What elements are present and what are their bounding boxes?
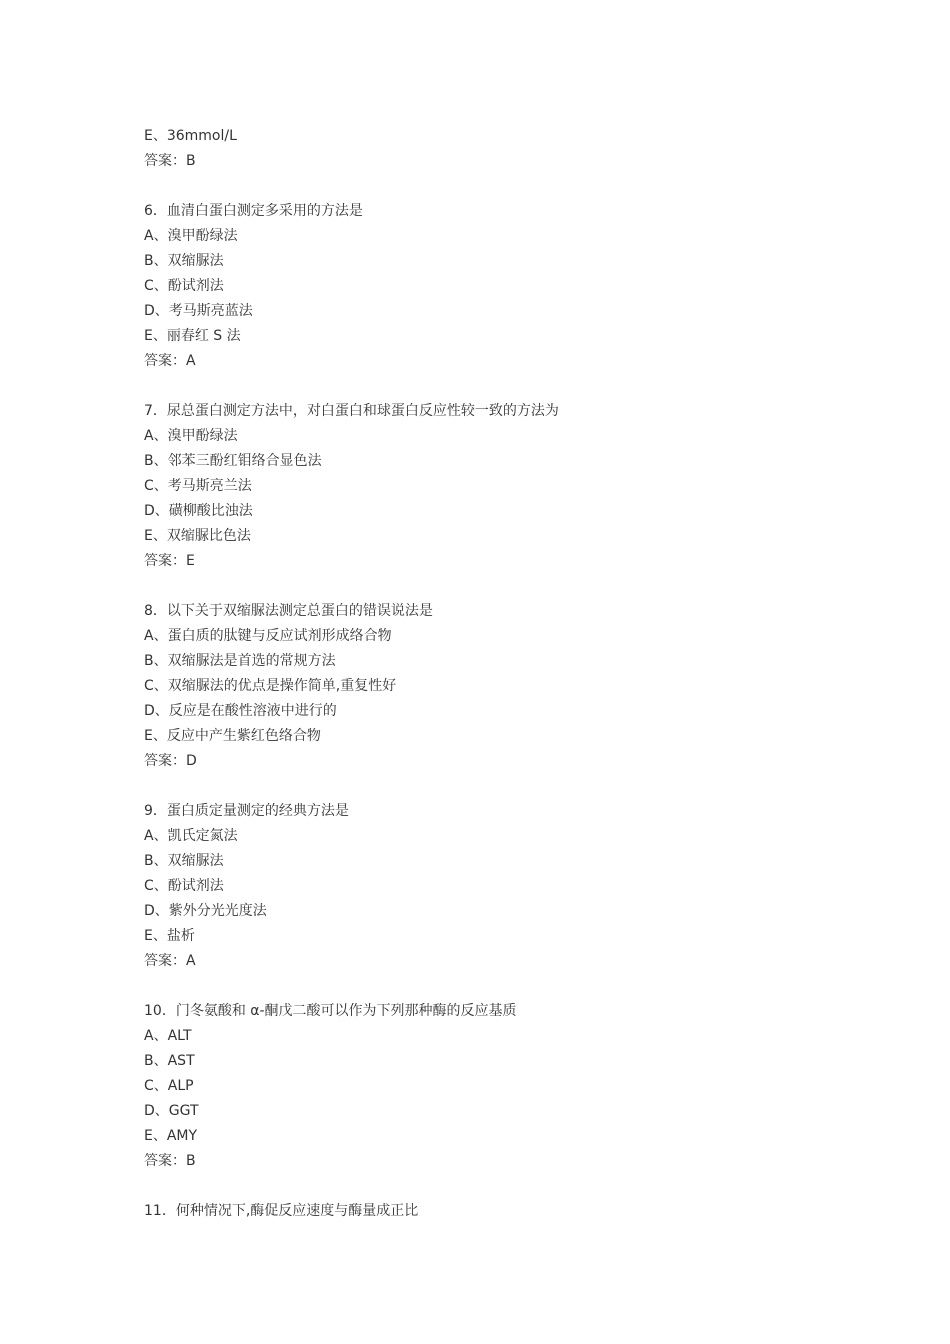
option-e: E、AMY xyxy=(144,1128,198,1144)
option-d: D、GGT xyxy=(144,1103,199,1119)
document-page xyxy=(144,124,844,1224)
answer: 答案：A xyxy=(144,953,196,969)
option-c: C、ALP xyxy=(144,1078,194,1094)
option-c: C、双缩脲法的优点是操作简单,重复性好 xyxy=(144,678,397,694)
spacer xyxy=(144,774,844,799)
spacer xyxy=(144,174,844,199)
option-c: C、酚试剂法 xyxy=(144,878,224,894)
option-d: D、考马斯亮蓝法 xyxy=(144,303,253,319)
question-stem: 10．门冬氨酸和 α-酮戊二酸可以作为下列那种酶的反应基质 xyxy=(144,1003,517,1019)
spacer xyxy=(144,1174,844,1199)
spacer xyxy=(144,574,844,599)
option-c: C、考马斯亮兰法 xyxy=(144,478,252,494)
answer: 答案：E xyxy=(144,553,195,569)
question-stem: 6．血清白蛋白测定多采用的方法是 xyxy=(144,203,363,219)
option-a: A、凯氏定氮法 xyxy=(144,828,238,844)
question-block xyxy=(144,799,844,974)
question-stem: 7．尿总蛋白测定方法中，对白蛋白和球蛋白反应性较一致的方法为 xyxy=(144,403,559,419)
spacer xyxy=(144,974,844,999)
question-block xyxy=(144,599,844,774)
option-e: E、36mmol/L xyxy=(144,128,237,144)
question-stem: 11．何种情况下,酶促反应速度与酶量成正比 xyxy=(144,1203,419,1219)
answer: 答案：A xyxy=(144,353,196,369)
option-e: E、反应中产生紫红色络合物 xyxy=(144,728,321,744)
option-d: D、反应是在酸性溶液中进行的 xyxy=(144,703,337,719)
option-e: E、双缩脲比色法 xyxy=(144,528,251,544)
option-b: B、AST xyxy=(144,1053,195,1069)
question-block xyxy=(144,999,844,1174)
option-c: C、酚试剂法 xyxy=(144,278,224,294)
question-stem: 8．以下关于双缩脲法测定总蛋白的错误说法是 xyxy=(144,603,433,619)
spacer xyxy=(144,374,844,399)
question-block xyxy=(144,199,844,374)
option-e: E、丽春红 S 法 xyxy=(144,328,241,344)
option-b: B、双缩脲法是首选的常规方法 xyxy=(144,653,336,669)
question-block xyxy=(144,399,844,574)
question-stem: 9．蛋白质定量测定的经典方法是 xyxy=(144,803,349,819)
option-b: B、邻苯三酚红钼络合显色法 xyxy=(144,453,322,469)
option-a: A、ALT xyxy=(144,1028,192,1044)
answer: 答案：B xyxy=(144,153,196,169)
option-b: B、双缩脲法 xyxy=(144,853,224,869)
option-e: E、盐析 xyxy=(144,928,195,944)
answer: 答案：B xyxy=(144,1153,196,1169)
option-a: A、溴甲酚绿法 xyxy=(144,428,238,444)
option-b: B、双缩脲法 xyxy=(144,253,224,269)
option-d: D、磺柳酸比浊法 xyxy=(144,503,253,519)
option-a: A、溴甲酚绿法 xyxy=(144,228,238,244)
option-d: D、紫外分光光度法 xyxy=(144,903,267,919)
option-a: A、蛋白质的肽键与反应试剂形成络合物 xyxy=(144,628,392,644)
answer: 答案：D xyxy=(144,753,197,769)
